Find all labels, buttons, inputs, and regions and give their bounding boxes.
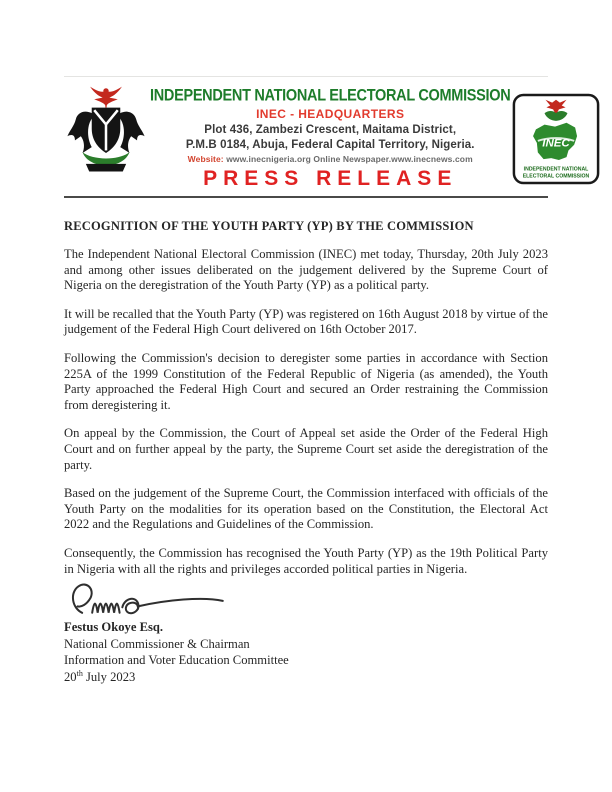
org-subtitle: INEC - HEADQUARTERS [256, 107, 405, 121]
inec-logo-label: INEC [542, 137, 571, 150]
date-rest: July 2023 [82, 669, 136, 684]
inec-logo-caption-1: INDEPENDENT NATIONAL [524, 166, 589, 173]
newspaper-url: Online Newspaper.www.inecnews.com [313, 154, 473, 164]
paragraph-4: On appeal by the Commission, the Court of Appeal set aside the Order of the Federal High Court and on further appeal by the party, the Supreme Court set aside the deregistration of the party. [64, 426, 548, 472]
address-line-2: P.M.B 0184, Abuja, Federal Capital Territory, Nigeria. [185, 139, 475, 151]
press-release-banner: PRESS RELEASE [203, 167, 458, 190]
nigeria-coat-of-arms-icon [64, 85, 148, 184]
inec-logo-icon [512, 93, 600, 190]
header-divider [64, 196, 548, 198]
document-title: RECOGNITION OF THE YOUTH PARTY (YP) BY THE COMMISSION [64, 219, 474, 233]
paragraph-6: Consequently, the Commission has recognised the Youth Party (YP) as the 19th Political Party in Nigeria with all the rights and privileges accorded political parties in Nigeria. [64, 545, 548, 576]
document-date [64, 669, 548, 686]
signatory-role-2: Information and Voter Education Committee [64, 653, 289, 668]
letterhead-text [148, 81, 512, 191]
signoff-block [64, 619, 548, 685]
address-line-1: Plot 436, Zambezi Crescent, Maitama District, [204, 124, 457, 136]
document-content [64, 76, 590, 685]
paragraph-5: Based on the judgement of the Supreme Court, the Commission interfaced with officials of the Youth Party on the modalities for its operation based on the Constitution, the Electoral Act 2022 and the Regulations and Guidelines of the Commission. [64, 486, 548, 532]
letterhead [64, 76, 590, 191]
date-ordinal: th [76, 668, 83, 678]
paragraph-3: Following the Commission's decision to deregister some parties in accordance with Section 225A of the 1999 Constitution of the Federal Republic of Nigeria (as amended), the Youth Party approached the Federal High Court and secured an Order restraining the Commission from deregistering it. [64, 350, 548, 412]
org-name: INDEPENDENT NATIONAL ELECTORAL COMMISSION [150, 87, 511, 105]
inec-logo-caption-2: ELECTORAL COMMISSION [523, 173, 590, 180]
website-url: www.inecnigeria.org [226, 154, 311, 164]
signatory-role-1: National Commissioner & Chairman [64, 636, 250, 651]
signatory-name: Festus Okoye Esq. [64, 620, 164, 635]
paragraph-2: It will be recalled that the Youth Party (YP) was registered on 16th August 2018 by virtue of the judgement of the Federal High Court delivered on 16th October 2017. [64, 306, 548, 337]
date-day: 20 [64, 669, 77, 684]
handwritten-signature [66, 579, 548, 619]
paragraph-1: The Independent National Electoral Commission (INEC) met today, Thursday, 20th July 2023 and among other issues deliberated on the judgement delivered by the Supreme Court of Nigeria on the deregistration of the Youth Party (YP) as a political party. [64, 247, 548, 293]
website-label: Website: [187, 154, 224, 164]
website-line [150, 154, 510, 164]
